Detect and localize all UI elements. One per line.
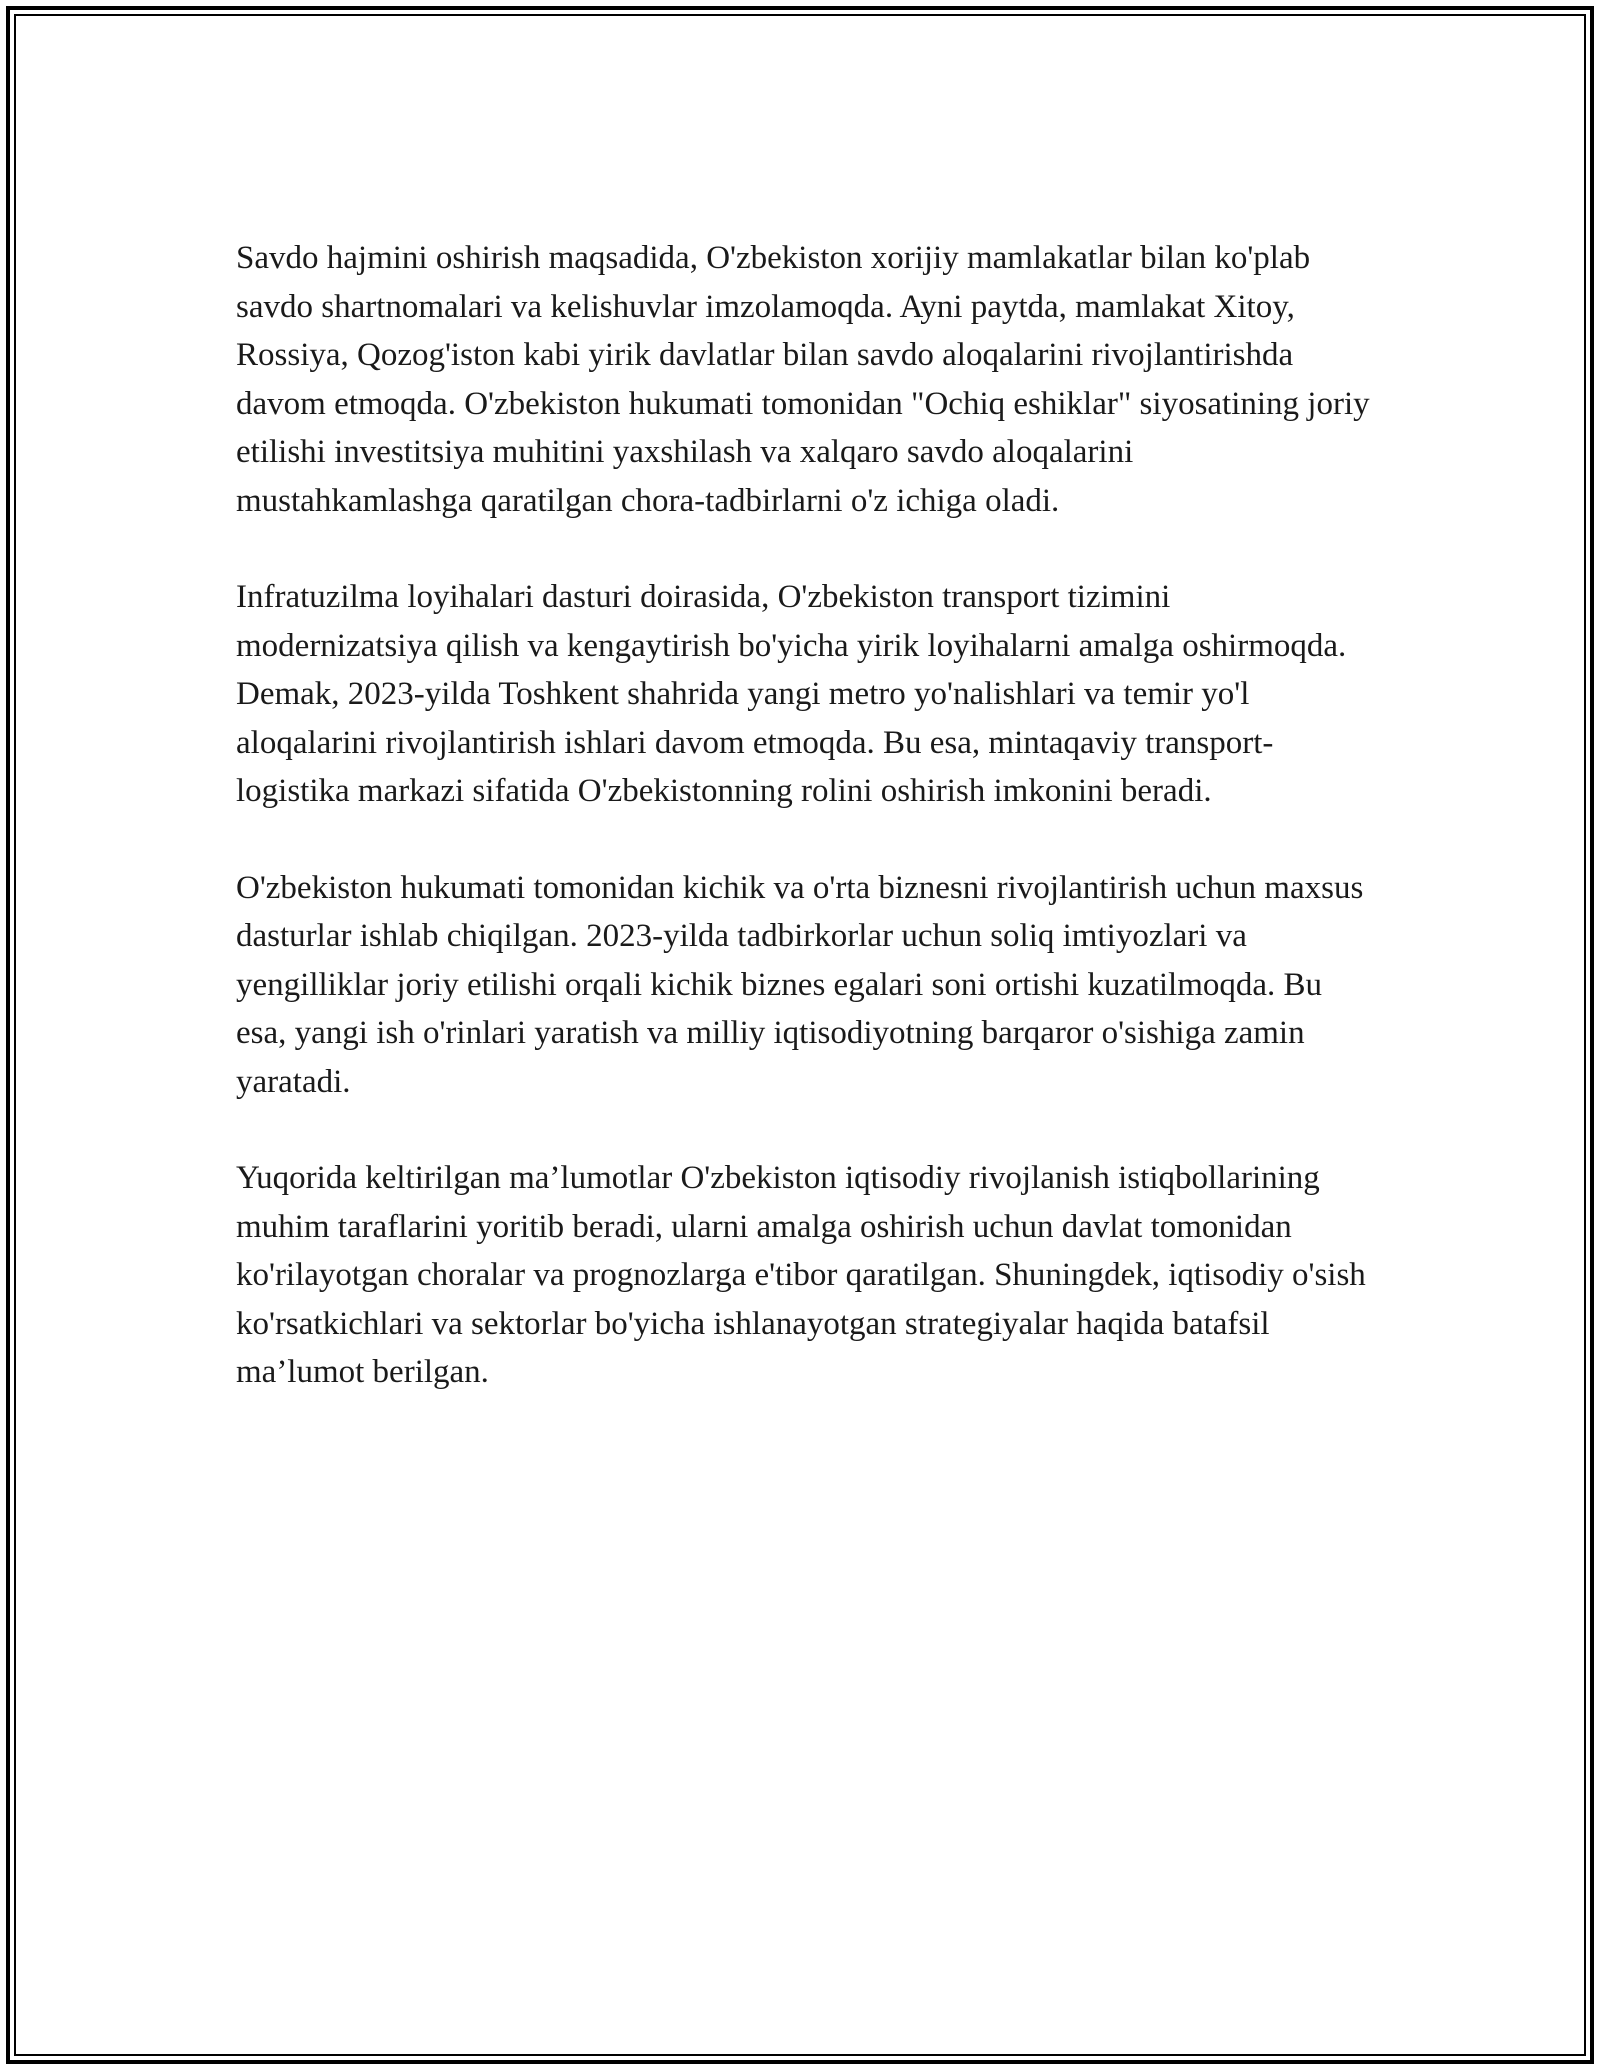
document-body [236, 234, 1376, 1445]
paragraph-summary: Yuqorida keltirilgan ma’lumotlar O'zbekiston iqtisodiy rivojlanish istiqbollarining muhim taraflarini yoritib beradi, ularni amalga oshirish uchun davlat tomonidan ko'rilayotgan choralar va prognozlarga e'tibor qaratilgan. Shuningdek, iqtisodiy o'sish ko'rsatkichlari va sektorlar bo'yicha ishlanayotgan strategiyalar haqida batafsil ma’lumot berilgan. [236, 1160, 1366, 1390]
paragraph-trade: Savdo hajmini oshirish maqsadida, O'zbekiston xorijiy mamlakatlar bilan ko'plab savdo shartnomalari va kelishuvlar imzolamoqda. Ayni paytda, mamlakat Xitoy, Rossiya, Qozog'iston kabi yirik davlatlar bilan savdo aloqalarini rivojlantirishda davom etmoqda. O'zbekiston hukumati tomonidan "Ochiq eshiklar" siyosatining joriy etilishi investitsiya muhitini yaxshilash va xalqaro savdo aloqalarini mustahkamlashga qaratilgan chora-tadbirlarni o'z ichiga oladi. [236, 240, 1370, 519]
paragraph-infrastructure: Infratuzilma loyihalari dasturi doirasida, O'zbekiston transport tizimini modernizatsiya qilish va kengaytirish bo'yicha yirik loyihalarni amalga oshirmoqda. Demak, 2023-yilda Toshkent shahrida yangi metro yo'nalishlari va temir yo'l aloqalarini rivojlantirish ishlari davom etmoqda. Bu esa, mintaqaviy transport-logistika markazi sifatida O'zbekistonning rolini oshirish imkonini beradi. [236, 579, 1347, 809]
paragraph-small-business: O'zbekiston hukumati tomonidan kichik va o'rta biznesni rivojlantirish uchun maxsus dasturlar ishlab chiqilgan. 2023-yilda tadbirkorlar uchun soliq imtiyozlari va yengilliklar joriy etilishi orqali kichik biznes egalari soni ortishi kuzatilmoqda. Bu esa, yangi ish o'rinlari yaratish va milliy iqtisodiyotning barqaror o'sishiga zamin yaratadi. [236, 869, 1364, 1100]
